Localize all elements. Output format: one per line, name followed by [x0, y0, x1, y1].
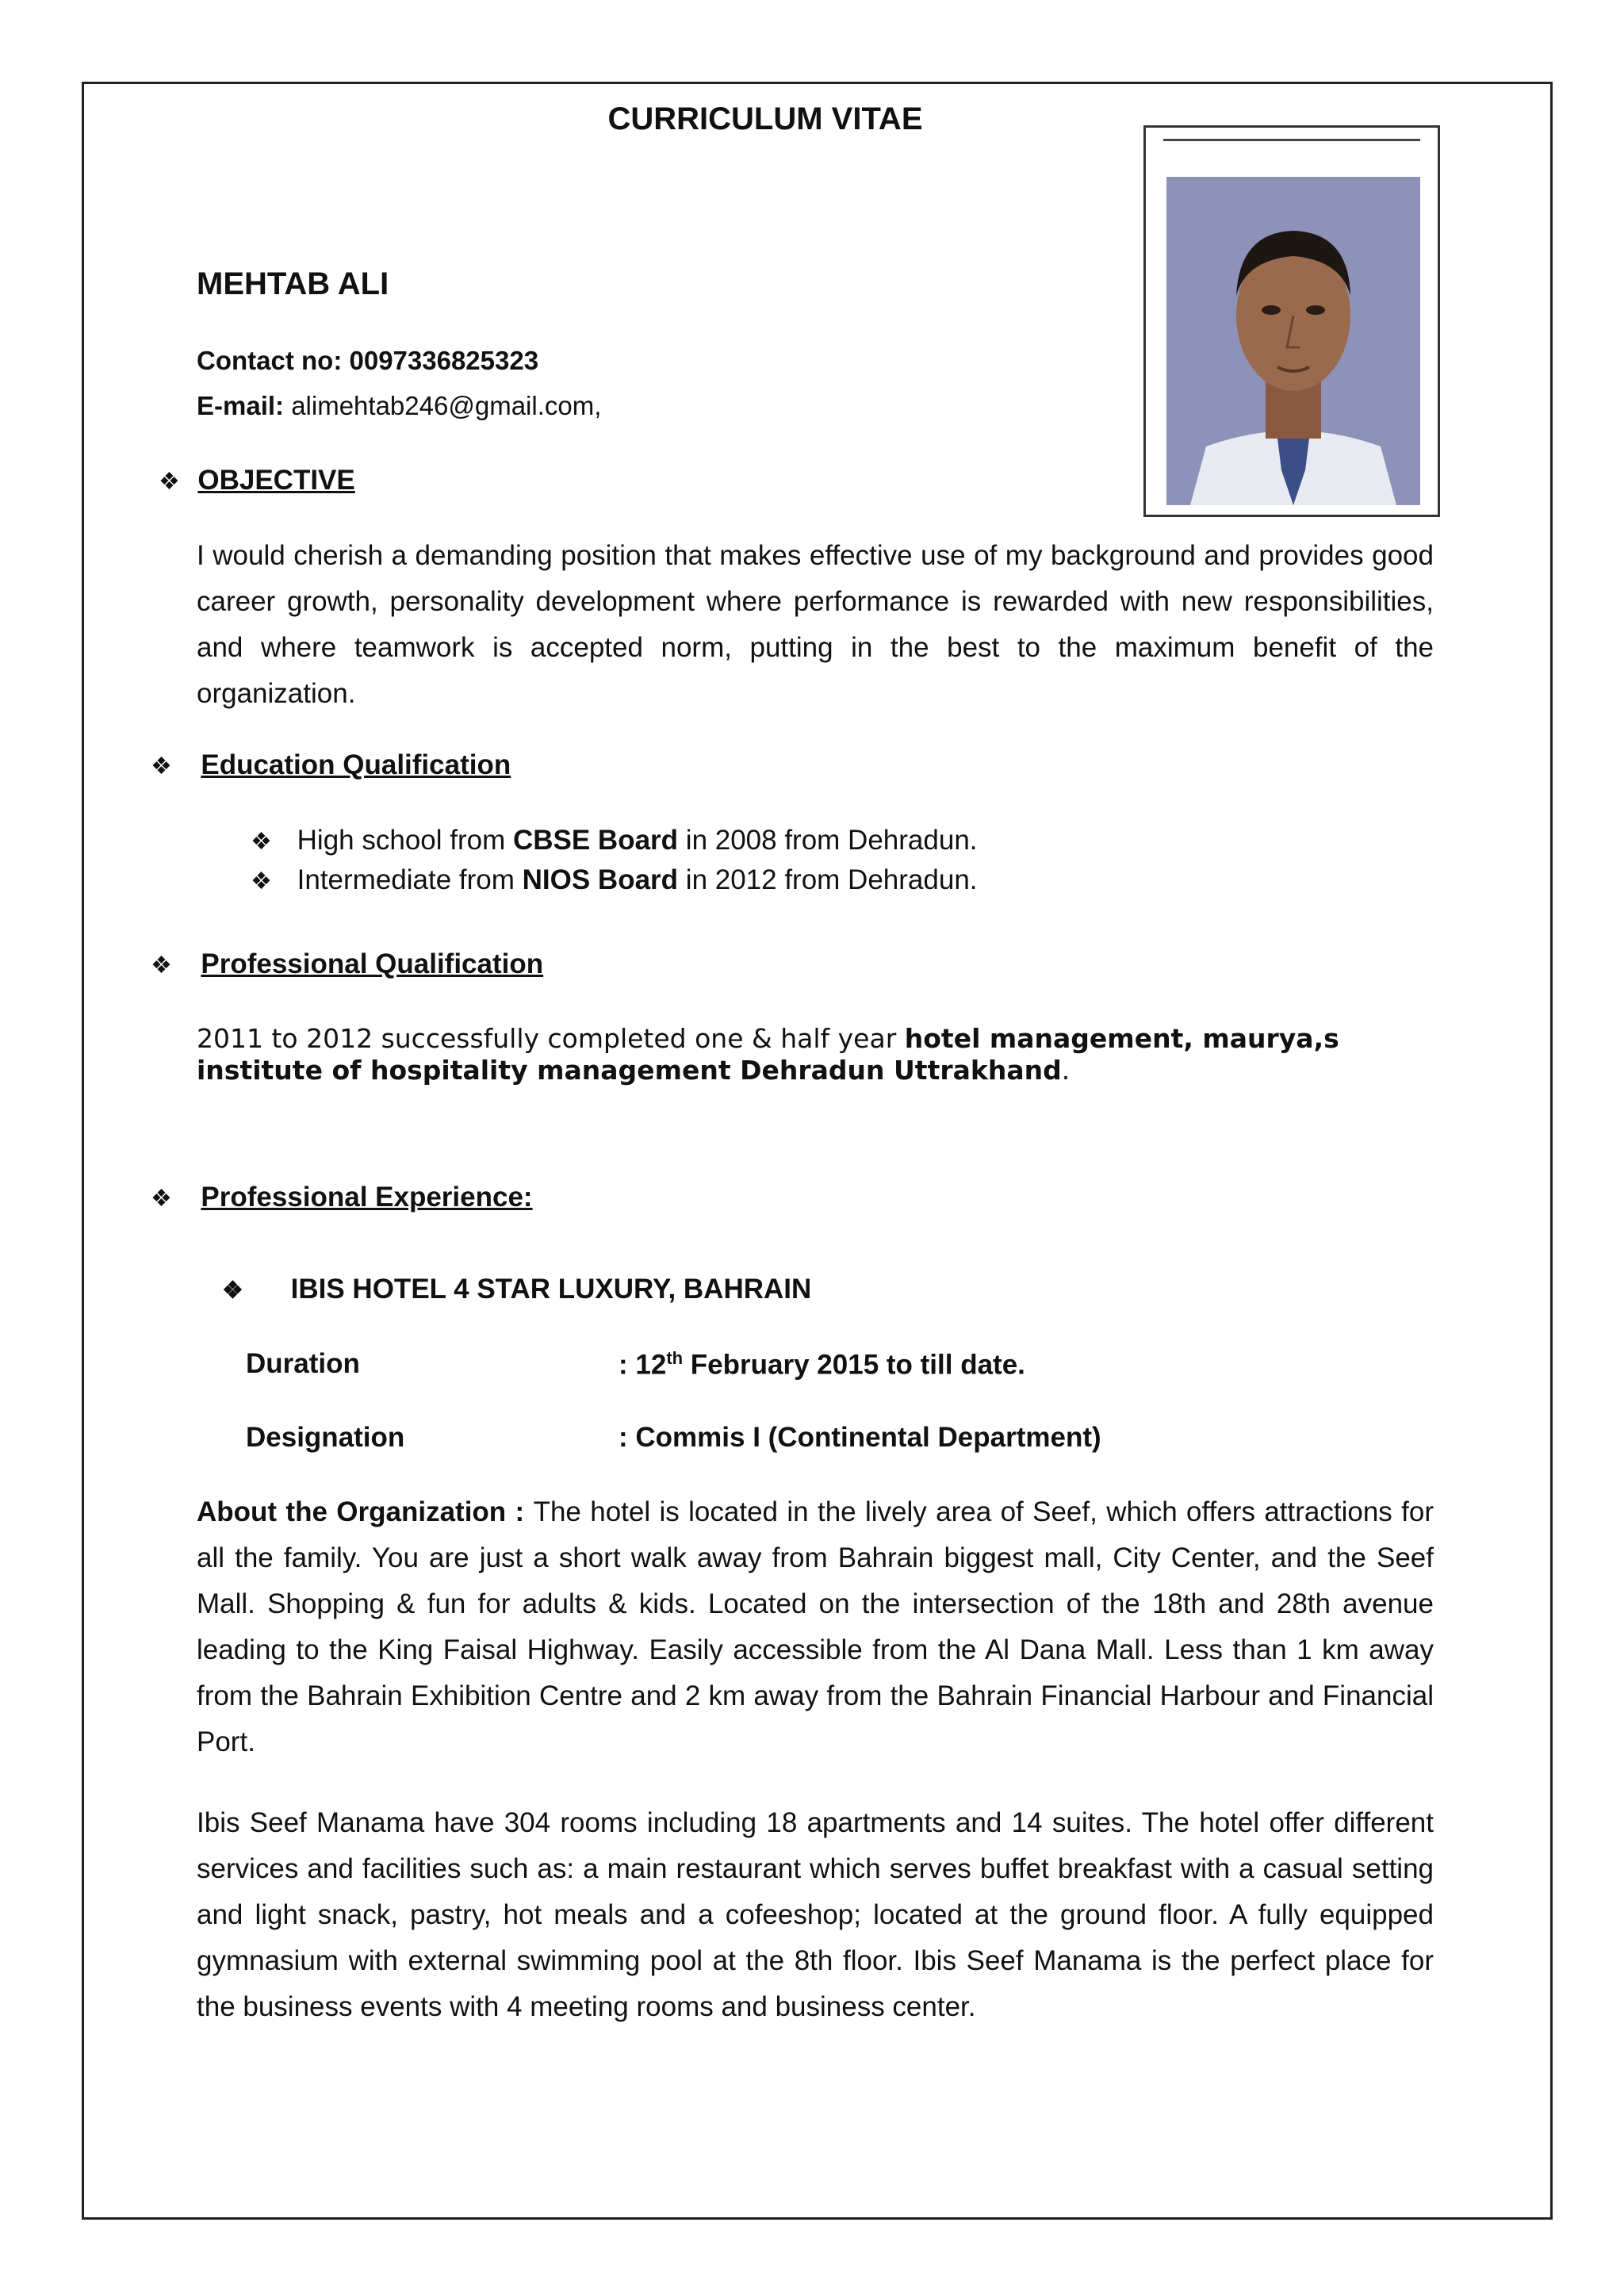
duration-suffix: th [666, 1348, 684, 1368]
objective-heading: OBJECTIVE [197, 465, 355, 496]
qualification-heading: Professional Qualification [201, 948, 544, 979]
education-item [251, 864, 978, 896]
diamond-bullet-icon: ❖ [251, 829, 272, 855]
about-text: The hotel is located in the lively area of Seef, which offers attractions for all the family. You are just a short walk away from Bahrain biggest mall, City Center, and the Seef Mall. Shopping & fun for adults & kids. Located on the intersection of the 18th and 28th avenue leading to the King Faisal Highway. Easily accessible from the Al Dana Mall. Less than 1 km away from the Bahrain Exhibition Centre and 2 km away from the Bahrain Financial Harbour and Financial Port. [197, 1496, 1434, 1757]
document-title: CURRICULUM VITAE [607, 102, 923, 136]
duration-label: Duration [246, 1348, 360, 1379]
education-board: CBSE Board [512, 825, 679, 856]
ibis-description: Ibis Seef Manama have 304 rooms including 18 apartments and 14 suites. The hotel offer different services and facilities such as: a main restaurant which serves buffet breakfast with a casual setting and light snack, pastry, hot meals and a cofeeshop; located at the ground floor. A fully equipped gymnasium with external swimming pool at the 8th floor. Ibis Seef Manama is the perfect place for the business events with 4 meeting rooms and business center. [197, 1807, 1434, 2022]
email-address: alimehtab246@gmail.com, [291, 391, 602, 420]
education-item-text: in 2012 from Dehradun. [678, 864, 978, 895]
duration-day: : 12 [619, 1349, 667, 1381]
diamond-bullet-icon: ❖ [222, 1278, 243, 1304]
about-label: About the Organization : [197, 1496, 534, 1527]
candidate-name: MEHTAB ALI [197, 266, 389, 301]
designation-label: Designation [246, 1422, 405, 1453]
email-label: E-mail: [197, 391, 285, 420]
qualification-text-plain: 2011 to 2012 successfully completed one & half year [197, 1023, 905, 1054]
education-item-text: High school from [297, 825, 513, 856]
objective-heading-row [159, 465, 355, 496]
duration-value [619, 1348, 1025, 1381]
email-line [197, 391, 601, 421]
employer-row [222, 1274, 811, 1305]
education-heading: Education Qualification [201, 749, 511, 780]
photo-top-rule [1163, 139, 1420, 141]
education-board: NIOS Board [522, 864, 679, 895]
profile-photo-frame [1143, 125, 1440, 517]
employer-name: IBIS HOTEL 4 STAR LUXURY, BAHRAIN [290, 1274, 812, 1305]
qualification-heading-row [151, 948, 543, 980]
education-item-text: in 2008 from Dehradun. [678, 825, 978, 856]
qualification-text-plain: . [1061, 1055, 1071, 1086]
education-item [251, 825, 978, 856]
profile-photo [1166, 177, 1420, 505]
diamond-bullet-icon: ❖ [159, 469, 180, 495]
designation-value: : Commis I (Continental Department) [619, 1422, 1101, 1453]
diamond-bullet-icon: ❖ [151, 952, 172, 979]
qualification-institute: hotel management, maurya,s institute of hospitality management Dehradun Uttrakhand [197, 1023, 1339, 1086]
contact-number: 0097336825323 [349, 346, 539, 375]
experience-heading-row [151, 1182, 533, 1213]
education-heading-row [151, 749, 511, 781]
qualification-text [197, 1023, 1434, 1086]
diamond-bullet-icon: ❖ [251, 868, 272, 895]
contact-line [197, 346, 538, 376]
education-item-text: Intermediate from [297, 864, 523, 895]
experience-heading: Professional Experience: [201, 1182, 533, 1213]
contact-label: Contact no: [197, 346, 343, 375]
duration-rest: February 2015 to till date. [683, 1349, 1025, 1381]
diamond-bullet-icon: ❖ [151, 1186, 172, 1212]
about-organization [197, 1489, 1434, 1765]
diamond-bullet-icon: ❖ [151, 753, 172, 780]
objective-text: I would cherish a demanding position that makes effective use of my background and provides good career growth, personality development where performance is rewarded with new responsibilities, and where teamwork is accepted norm, putting in the best to the maximum benefit of the organization. [197, 540, 1434, 709]
